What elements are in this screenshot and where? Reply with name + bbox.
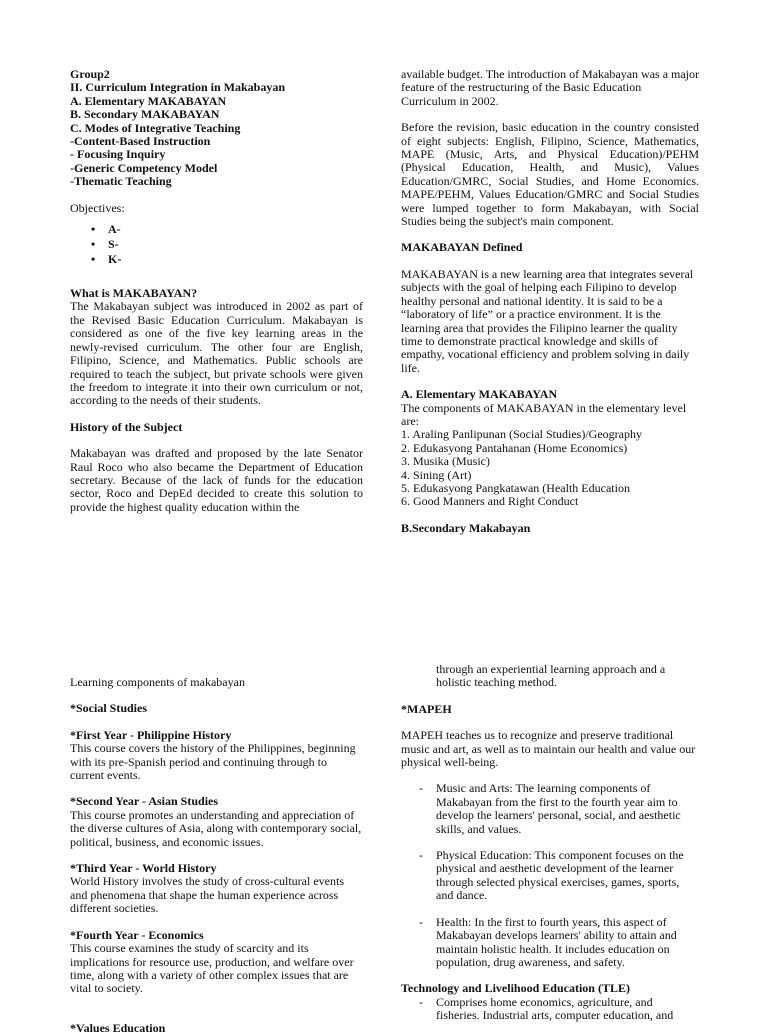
year-body: This course examines the study of scarcity and its implications for resource use, production, and welfare over time, along with a variety of other complex issues that are vital to society.	[70, 941, 354, 996]
year-body: This course covers the history of the Philippines, beginning with its pre-Spanish period and continuing through to current events.	[70, 741, 356, 783]
mapeh-list-item	[401, 849, 699, 903]
tle-item-text: Comprises home economics, agriculture, and fisheries. Industrial arts, computer education, and	[436, 994, 674, 1023]
elementary-item: 4. Sining (Art)	[401, 467, 472, 482]
page2-right-column	[401, 663, 699, 1023]
elementary-item: 6. Good Manners and Right Conduct	[401, 494, 579, 509]
learning-components-intro: Learning components of makabayan	[70, 675, 245, 689]
before-revision-paragraph: Before the revision, basic education in the country consisted of eight subjects: English, Filipino, Science, Mathematics, MAPE (Music, Arts, and Physical Education)/PEHM (Physical Education, Health, and Music), Values Education/GMRC, Social Studies, and Home Economics. MAPE/PEHM, Values Education/GMRC and Social Studies were lumped together to form Makabayan, with Social Studies being the subject's main component.	[401, 120, 699, 229]
secondary-heading: B.Secondary Makabayan	[401, 520, 531, 535]
outline-line: -Generic Competency Model	[70, 160, 218, 175]
year-body: World History involves the study of cross-cultural events and phenomena that shape the human experience across different societies.	[70, 874, 344, 916]
page2-left-column	[70, 676, 363, 1035]
outline-line: II. Curriculum Integration in Makabayan	[70, 80, 286, 95]
elementary-item: 1. Araling Panlipunan (Social Studies)/Geography	[401, 427, 642, 442]
year-body: This course promotes an understanding and appreciation of the diverse cultures of Asia, along with contemporary social, political, business, and economic issues.	[70, 807, 362, 849]
objectives-list	[70, 222, 363, 267]
tle-list-item	[401, 996, 699, 1023]
year-heading: *Third Year - World History	[70, 861, 217, 876]
elementary-item: 2. Edukasyong Pantahanan (Home Economics)	[401, 440, 628, 455]
mapeh-list-item	[401, 782, 699, 836]
year-heading: *Fourth Year - Economics	[70, 927, 204, 942]
outline-line: - Focusing Inquiry	[70, 147, 166, 162]
elementary-item: 5. Edukasyong Pangkatawan (Health Education	[401, 480, 630, 495]
outline-line: C. Modes of Integrative Teaching	[70, 120, 241, 135]
elementary-item: 3. Musika (Music)	[401, 454, 490, 469]
defined-heading: MAKABAYAN Defined	[401, 240, 523, 255]
objective-item: • A-	[108, 222, 363, 237]
dash-marker: -	[419, 994, 423, 1009]
page1-left-column	[70, 68, 363, 514]
history-heading: History of the Subject	[70, 419, 183, 434]
outline-line: -Content-Based Instruction	[70, 134, 211, 149]
outline-line: A. Elementary MAKABAYAN	[70, 93, 227, 108]
outline-line: Group2	[70, 67, 110, 81]
year-heading: *Second Year - Asian Studies	[70, 794, 219, 809]
mapeh-list-item	[401, 916, 699, 970]
social-studies-heading: *Social Studies	[70, 701, 148, 716]
page1-right-column	[401, 68, 699, 535]
outline-line: B. Secondary MAKABAYAN	[70, 107, 220, 122]
elementary-heading: A. Elementary MAKABAYAN	[401, 387, 558, 402]
history-body: Makabayan was drafted and proposed by the late Senator Raul Roco who also became the Department of Education secretary. Because of the lack of funds for the education sector, Roco and DepEd decided to create this solution to provide the highest quality education within the	[70, 446, 363, 514]
continued-paragraph: available budget. The introduction of Makabayan was a major feature of the restructuring of the Basic Education Curriculum in 2002.	[401, 67, 700, 108]
objective-item: • K-	[108, 252, 363, 267]
mapeh-body: MAPEH teaches us to recognize and preserve traditional music and art, as well as to maintain our health and value our physical well-being.	[401, 728, 696, 770]
mapeh-item-text: Health: In the first to fourth years, this aspect of Makabayan develops learners' ability to attain and maintain holistic health. It includes education on population, drug awareness, and safety.	[436, 914, 677, 969]
defined-body: MAKABAYAN is a new learning area that integrates several subjects with the goal of helping each Filipino to develop healthy personal and national identity. It is said to be a “laboratory of life” or a practice environment. It is the learning area that provides the Filipino learner the quality time to demonstrate practical knowledge and skills of empathy, vocational efficiency and problem solving in daily life.	[401, 266, 694, 375]
objectives-label: Objectives:	[70, 200, 125, 215]
dash-marker: -	[419, 781, 423, 796]
elementary-intro: The components of MAKABAYAN in the elementary level are:	[401, 400, 687, 428]
outline-header	[70, 68, 363, 189]
what-body: The Makabayan subject was introduced in 2002 as part of the Revised Basic Education Curriculum. Makabayan is considered as one of the five key learning areas in the newly-revised curriculum. The other four are English, Filipino, Science, and Mathematics. Public schools are required to teach the subject, but private schools were given the freedom to integrate it into their own curriculum or not, according to the needs of their students.	[70, 299, 363, 408]
outline-line: -Thematic Teaching	[70, 174, 172, 189]
dash-marker: -	[419, 848, 423, 863]
mapeh-item-text: Physical Education: This component focuses on the physical and aesthetic development of the learner through selected physical exercises, games, sports, and dance.	[436, 848, 684, 903]
dash-marker: -	[419, 914, 423, 929]
mapeh-item-text: Music and Arts: The learning components of Makabayan from the first to the fourth year aim to develop the learners' personal, social, and aesthetic skills, and values.	[436, 781, 681, 836]
what-heading: What is MAKABAYAN?	[70, 286, 198, 301]
continued-text: through an experiential learning approach and a holistic teaching method.	[436, 662, 666, 690]
tle-heading: Technology and Livelihood Education (TLE)	[401, 981, 630, 996]
mapeh-heading: *MAPEH	[401, 701, 452, 716]
objective-item: • S-	[108, 237, 363, 252]
year-heading: *First Year - Philippine History	[70, 727, 232, 742]
values-education-heading: *Values Education	[70, 1020, 166, 1035]
